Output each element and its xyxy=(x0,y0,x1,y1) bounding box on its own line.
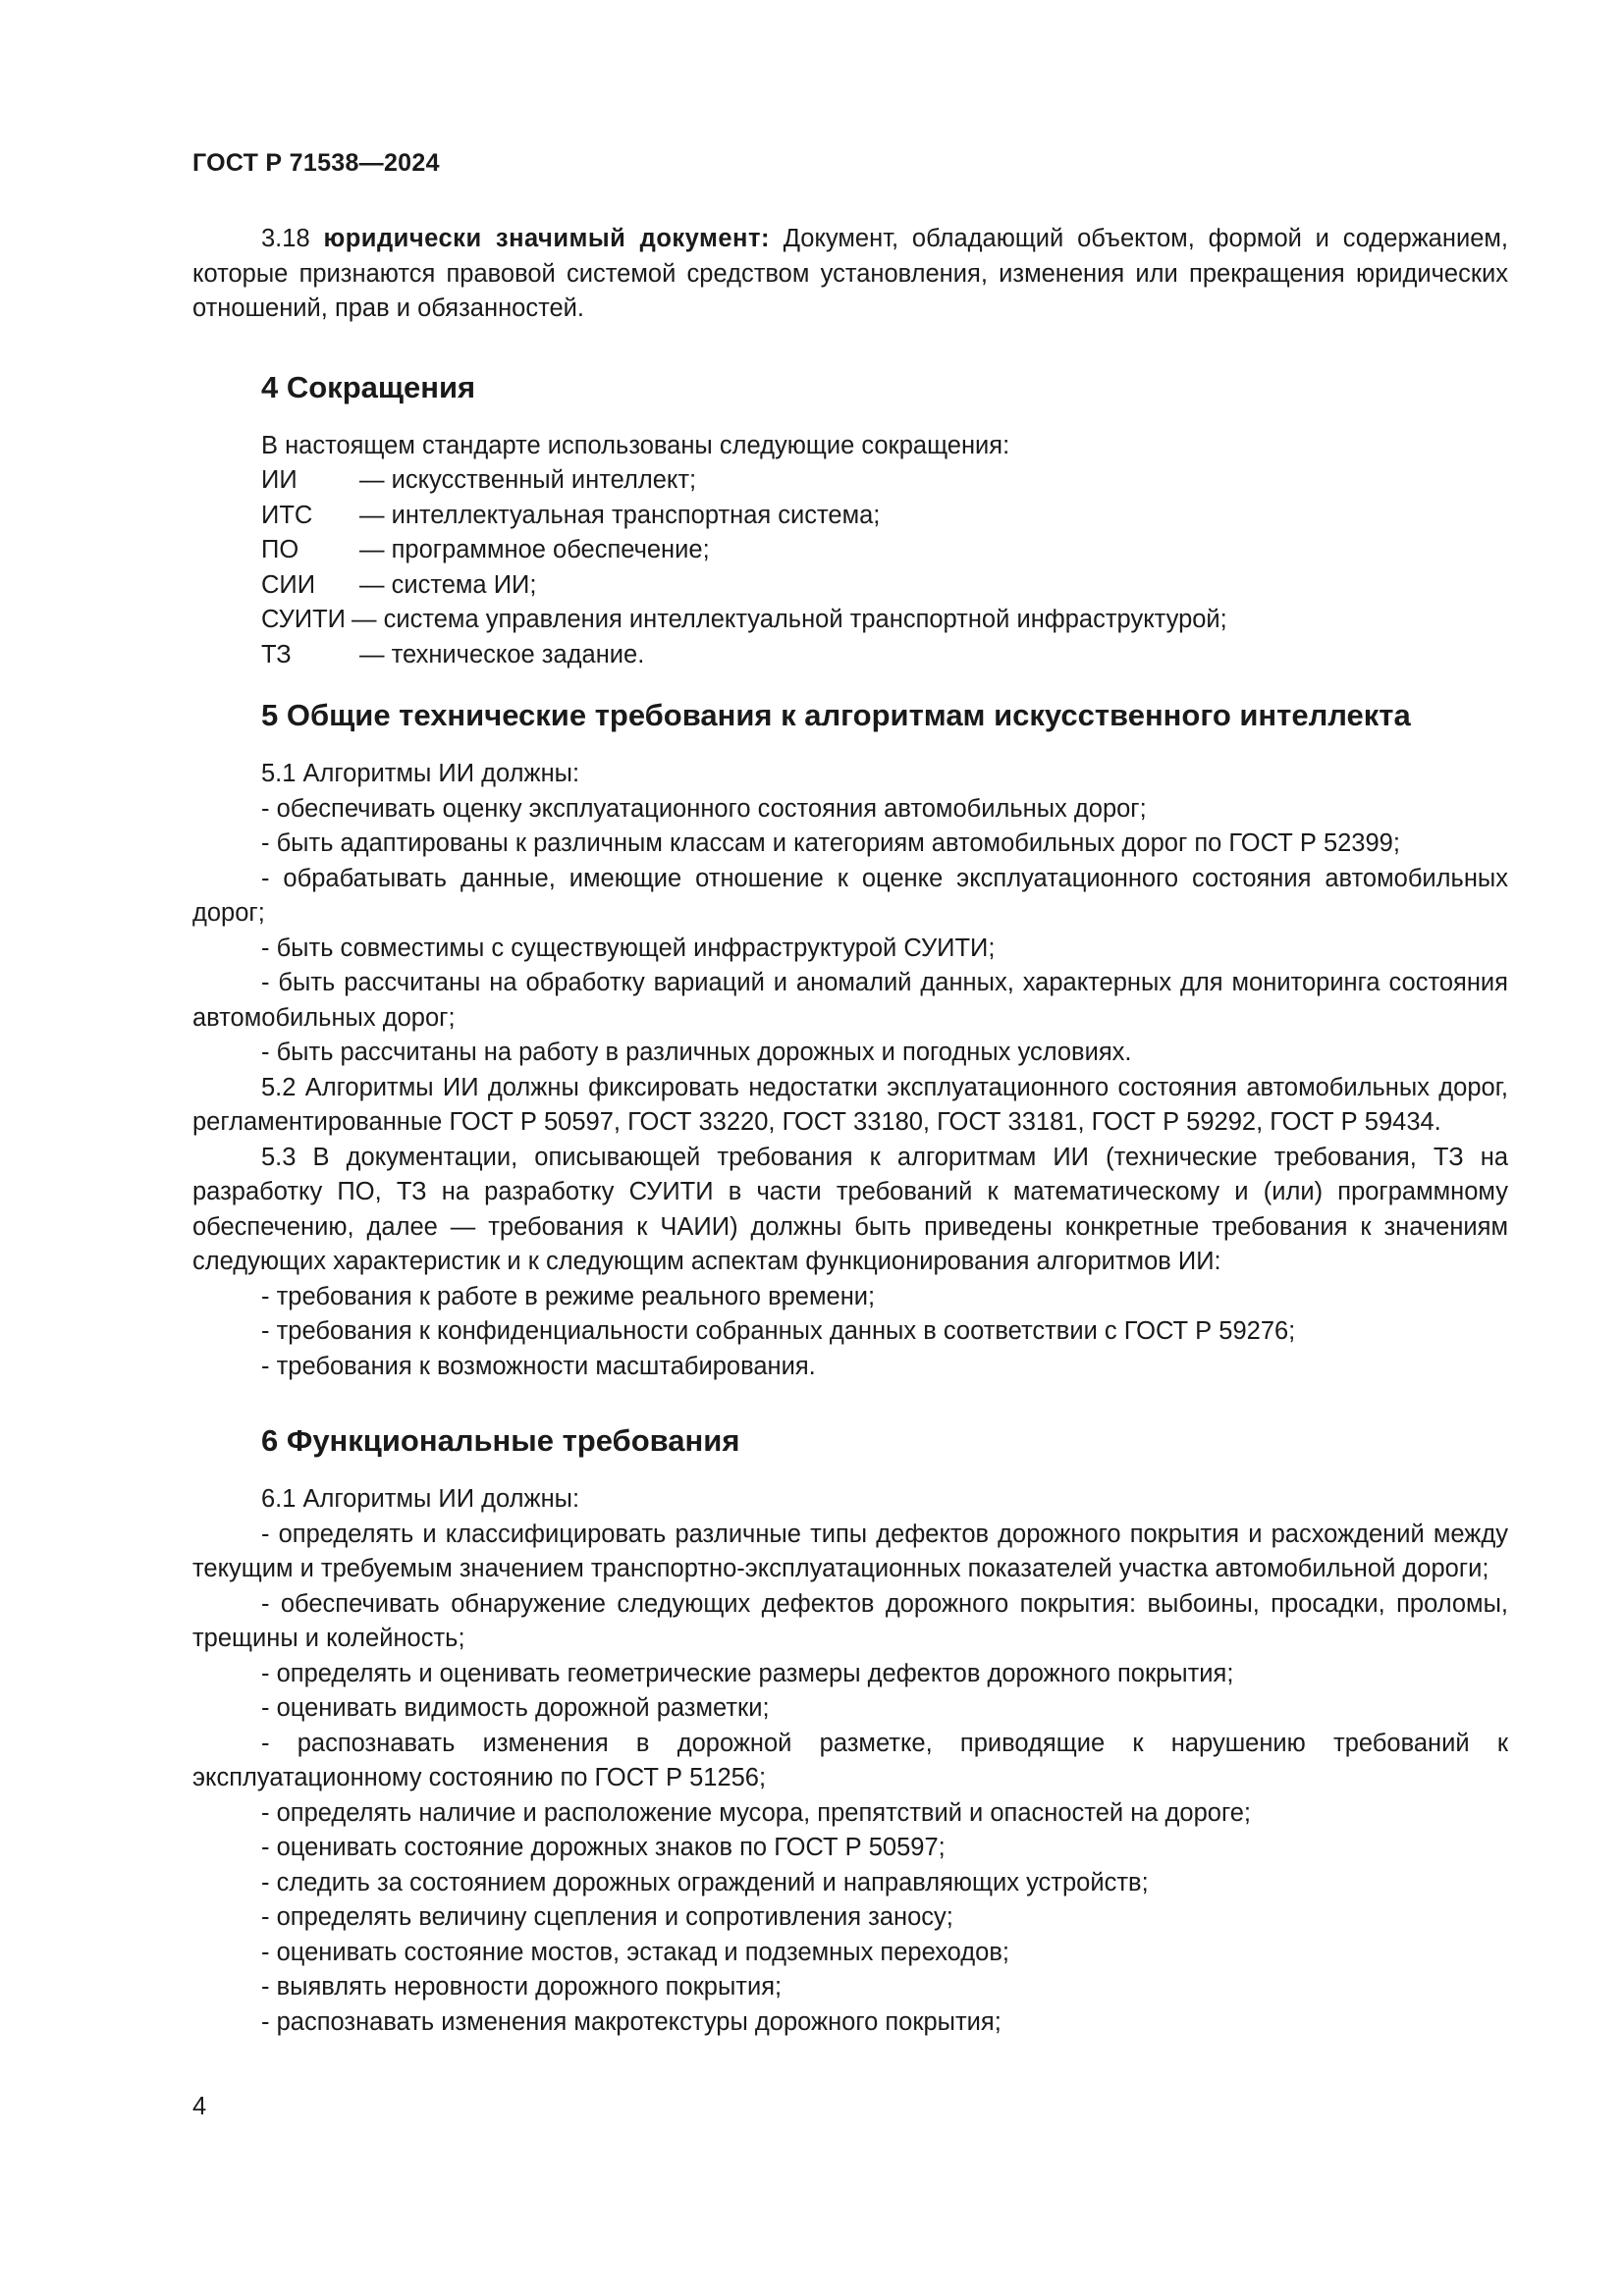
section-6-title: 6 Функциональные требования xyxy=(261,1423,740,1458)
section-5-paragraph: - требования к работе в режиме реального времени; xyxy=(261,1282,876,1310)
section-6-paragraph: - оценивать видимость дорожной разметки; xyxy=(261,1694,770,1722)
section-5-paragraph: - обрабатывать данные, имеющие отношение к оценке эксплуатационного состояния автомобильных дорог; xyxy=(192,864,1508,927)
section-6-paragraph: - распознавать изменения в дорожной разметке, приводящие к нарушению требований к эксплуатационному состоянию по ГОСТ Р 51256; xyxy=(192,1729,1508,1791)
abbreviation-row xyxy=(261,603,1508,638)
document-number-header: ГОСТ Р 71538—2024 xyxy=(192,149,440,177)
section-6-paragraph: - определять наличие и расположение мусора, препятствий и опасностей на дороге; xyxy=(261,1798,1251,1827)
abbreviation-value: — система ИИ; xyxy=(359,570,537,599)
section-6-paragraph: - определять величину сцепления и сопротивления заносу; xyxy=(261,1903,953,1931)
document-body xyxy=(192,222,1508,2040)
abbreviation-value: — система управления интеллектуальной транспортной инфраструктурой; xyxy=(352,606,1227,633)
abbreviation-value: — интеллектуальная транспортная система; xyxy=(359,501,881,529)
abbreviation-value: — программное обеспечение; xyxy=(359,536,710,563)
abbreviation-key: ИИ xyxy=(261,466,298,494)
abbreviation-key: СУИТИ xyxy=(261,606,347,633)
definition-number: 3.18 xyxy=(261,225,310,252)
abbreviation-row xyxy=(261,638,1508,673)
section-6-paragraph: - распознавать изменения макротекстуры дорожного покрытия; xyxy=(261,2007,1001,2036)
abbreviation-row xyxy=(261,533,1508,568)
section-6-paragraph: 6.1 Алгоритмы ИИ должны: xyxy=(261,1485,580,1513)
section-5-paragraph: 5.1 Алгоритмы ИИ должны: xyxy=(261,760,580,787)
section-6-paragraph: - оценивать состояние мостов, эстакад и подземных переходов; xyxy=(261,1938,1009,1966)
section-5-paragraph: - обеспечивать оценку эксплуатационного состояния автомобильных дорог; xyxy=(261,794,1147,823)
abbreviation-key: СИИ xyxy=(261,570,316,599)
abbreviation-row xyxy=(261,568,1508,604)
abbreviation-key: ПО xyxy=(261,536,299,563)
abbreviation-value: — искусственный интеллект; xyxy=(359,466,697,494)
section-5-title: 5 Общие технические требования к алгоритмам искусственного интеллекта xyxy=(261,698,1411,732)
abbreviation-list xyxy=(261,463,1508,672)
abbreviation-key: ТЗ xyxy=(261,640,292,668)
section-6-paragraph: - выявлять неровности дорожного покрытия; xyxy=(261,1973,783,2001)
section-4-intro: В настоящем стандарте использованы следующие сокращения: xyxy=(261,431,1010,459)
section-6-paragraph: - следить за состоянием дорожных ограждений и направляющих устройств; xyxy=(261,1868,1149,1896)
section-5-paragraph: - быть рассчитаны на работу в различных дорожных и погодных условиях. xyxy=(261,1039,1132,1066)
section-4-title: 4 Сокращения xyxy=(261,369,476,404)
abbreviation-value: — техническое задание. xyxy=(359,640,645,668)
section-6-paragraph: - оценивать состояние дорожных знаков по ГОСТ Р 50597; xyxy=(261,1834,946,1861)
section-5-paragraph: - быть совместимы с существующей инфраструктурой СУИТИ; xyxy=(261,934,996,962)
definition-text: Документ, обладающий объектом, формой и содержанием, которые признаются правовой системой средством установления, изменения или прекращения юридических отношений, прав и обязанностей. xyxy=(192,225,1508,322)
section-5-paragraph: - быть адаптированы к различным классам и категориям автомобильных дорог по ГОСТ Р 52399; xyxy=(261,829,1400,857)
abbreviation-row xyxy=(261,463,1508,499)
abbreviation-row xyxy=(261,499,1508,534)
section-6-paragraph: - определять и классифицировать различные типы дефектов дорожного покрытия и расхождений между текущим и требуемым значением транспортно-эксплуатационных показателей участка автомобильной дороги; xyxy=(192,1520,1508,1582)
section-6-paragraph: - определять и оценивать геометрические размеры дефектов дорожного покрытия; xyxy=(261,1659,1234,1687)
section-5-paragraph: 5.3 В документации, описывающей требования к алгоритмам ИИ (технические требования, ТЗ на разработку ПО, ТЗ на разработку СУИТИ в части требований к математическому и (или) программному обеспечению, далее — требования к ЧАИИ) должны быть приведены конкретные требования к значениям следующих характеристик и к следующим аспектам функционирования алгоритмов ИИ: xyxy=(192,1143,1508,1275)
definition-term: юридически значимый документ: xyxy=(323,225,770,252)
definition-3-18 xyxy=(192,222,1508,327)
abbreviation-key: ИТС xyxy=(261,501,313,529)
section-5-paragraph: - требования к конфиденциальности собранных данных в соответствии с ГОСТ Р 59276; xyxy=(261,1317,1296,1345)
page-number: 4 xyxy=(192,2093,207,2120)
section-5-paragraph: - быть рассчитаны на обработку вариаций и аномалий данных, характерных для мониторинга состояния автомобильных дорог; xyxy=(192,969,1508,1032)
section-5-paragraph: - требования к возможности масштабирования. xyxy=(261,1352,816,1380)
section-6-paragraph: - обеспечивать обнаружение следующих дефектов дорожного покрытия: выбоины, просадки, проломы, трещины и колейность; xyxy=(192,1589,1508,1652)
section-5-paragraph: 5.2 Алгоритмы ИИ должны фиксировать недостатки эксплуатационного состояния автомобильных дорог, регламентированные ГОСТ Р 50597, ГОСТ 33220, ГОСТ 33180, ГОСТ 33181, ГОСТ Р 59292, ГОСТ Р 59434. xyxy=(192,1073,1508,1136)
